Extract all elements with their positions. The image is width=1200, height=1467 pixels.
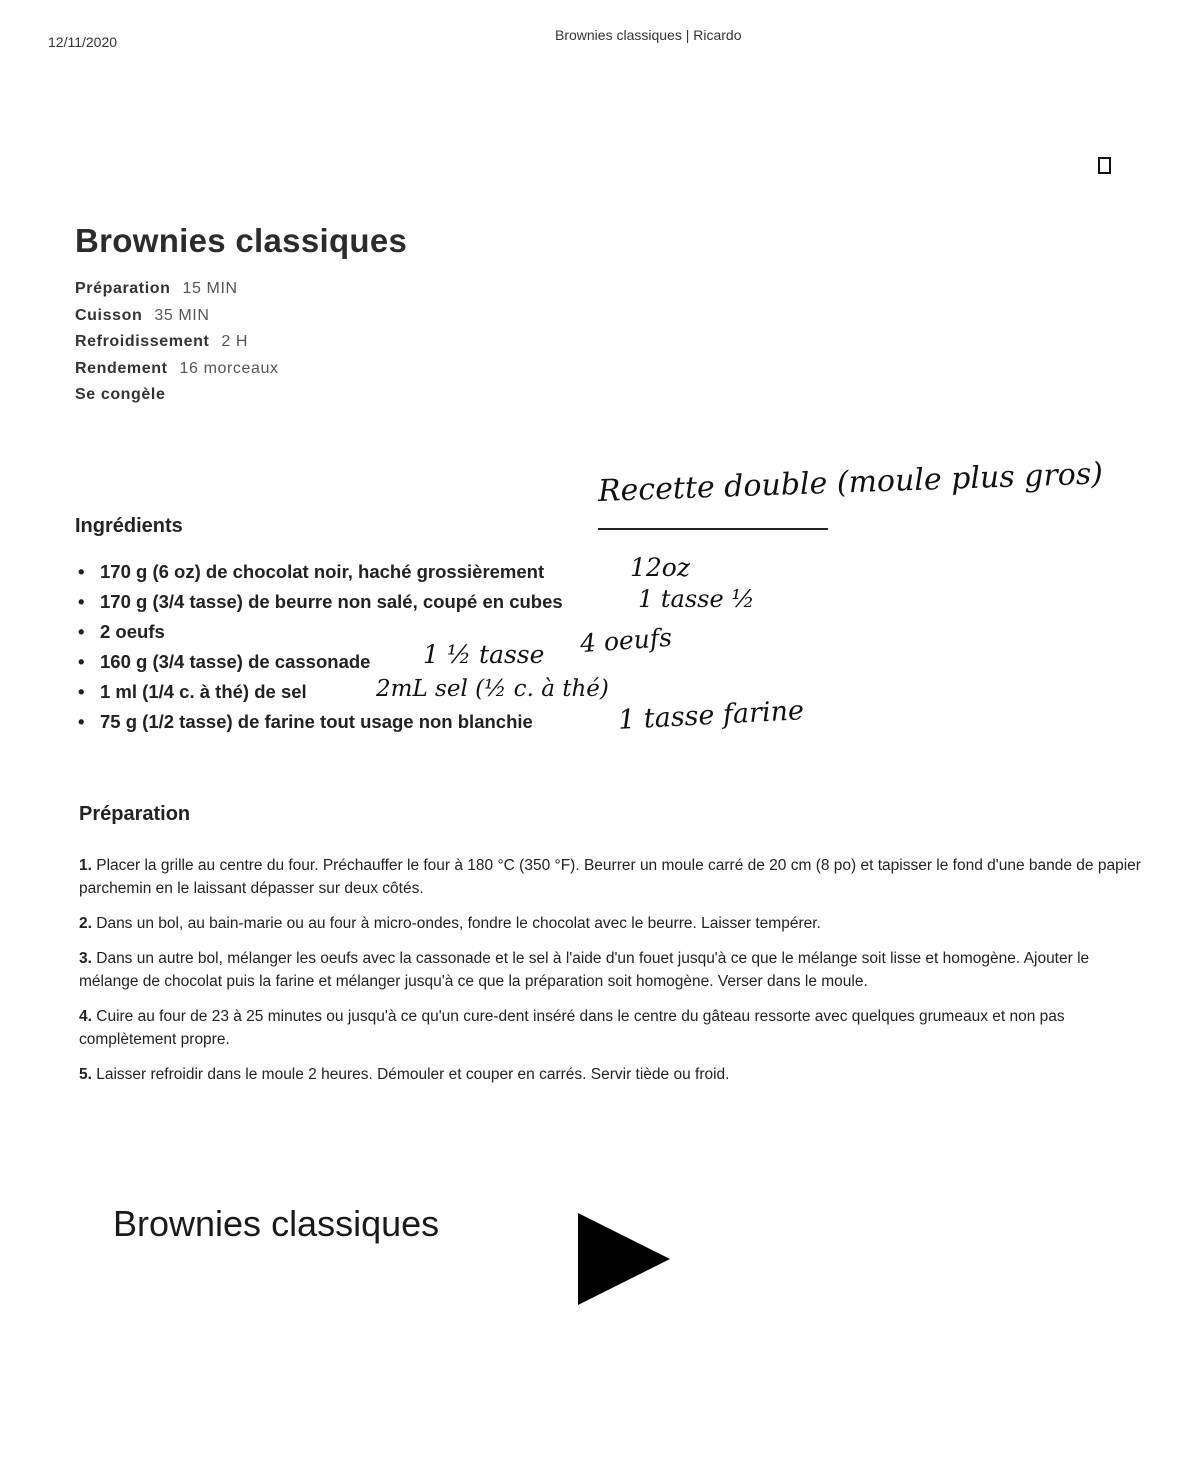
handwritten-underline [598,528,828,530]
step-text: Laisser refroidir dans le moule 2 heures. Démouler et couper en carrés. Servir tiède ou froid. [96,1066,730,1083]
video-title: Brownies classiques [113,1203,440,1244]
list-item [79,854,1149,900]
ingredient-text: 170 g (3/4 tasse) de beurre non salé, coupé en cubes [100,591,563,612]
meta-label: Se congèle [75,386,166,403]
list-item [78,561,563,591]
meta-refroidissement [75,333,279,360]
ingredient-text: 2 oeufs [100,621,165,642]
handwritten-title: Recette double (moule plus gros) [597,456,1104,509]
bullet: • [78,681,85,702]
list-item [78,591,563,621]
meta-label: Préparation [75,280,171,297]
meta-label: Refroidissement [75,333,210,350]
preparation-heading: Préparation [79,803,191,825]
step-number: 2. [79,915,92,932]
handwritten-note: 1 tasse ½ [638,585,755,613]
print-page-title: Brownies classiques | Ricardo [555,27,742,43]
meta-label: Cuisson [75,306,143,324]
step-text: Dans un bol, au bain-marie ou au four à micro-ondes, fondre le chocolat avec le beurre. Laisser tempérer. [96,915,821,932]
list-item [78,711,563,741]
bullet: • [78,591,85,612]
print-date: 12/11/2020 [48,34,118,50]
handwritten-note: 4 oeufs [579,622,673,659]
step-number: 4. [79,1008,92,1025]
handwritten-note: 2mL sel (½ c. à thé) [376,676,609,702]
bullet: • [78,561,85,582]
meta-cuisson [75,307,279,334]
step-number: 1. [79,857,92,874]
list-item [79,1005,1149,1051]
meta-preparation [75,280,279,307]
recipe-title: Brownies classiques [75,222,408,259]
bookmark-icon[interactable] [1098,157,1111,174]
list-item [79,912,1149,935]
step-text: Dans un autre bol, mélanger les oeufs avec la cassonade et le sel à l'aide d'un fouet jusqu'à ce que le mélange soit lisse et homogène. Ajouter le mélange de chocolat puis la farine et mélanger jusqu'à ce que la préparation soit homogène. Verser dans le moule. [79,950,1090,990]
ingredient-text: 1 ml (1/4 c. à thé) de sel [100,681,307,702]
meta-freezable [75,386,279,413]
step-number: 3. [79,950,92,967]
ingredients-heading: Ingrédients [75,515,183,537]
bullet: • [78,711,85,732]
step-number: 5. [79,1066,92,1083]
handwritten-note: 12oz [630,553,691,582]
list-item [79,1063,1149,1086]
meta-value: 16 morceaux [179,359,279,377]
step-text: Cuire au four de 23 à 25 minutes ou jusqu'à ce qu'un cure-dent inséré dans le centre du gâteau ressorte avec quelques grumeaux et non pas complètement propre. [79,1008,1065,1048]
recipe-meta [75,280,279,413]
handwritten-note: 1 ½ tasse [423,640,545,669]
bullet: • [78,651,85,672]
step-text: Placer la grille au centre du four. Préchauffer le four à 180 °C (350 °F). Beurrer un moule carré de 20 cm (8 po) et tapisser le fond d'une bande de papier parchemin en le laissant dépasser sur deux côtés. [79,857,1141,897]
handwritten-note: 1 tasse farine [617,695,805,736]
ingredient-text: 160 g (3/4 tasse) de cassonade [100,651,371,672]
meta-label: Rendement [75,359,168,377]
list-item [79,947,1149,993]
ingredient-text: 75 g (1/2 tasse) de farine tout usage non blanchie [100,711,533,732]
meta-rendement [75,360,279,387]
preparation-steps [79,854,1149,1098]
bullet: • [78,621,85,642]
meta-value: 2 H [221,333,249,350]
ingredient-text: 170 g (6 oz) de chocolat noir, haché grossièrement [100,561,545,582]
play-icon[interactable] [578,1213,670,1305]
meta-value: 35 MIN [154,306,210,324]
meta-value: 15 MIN [182,280,238,297]
